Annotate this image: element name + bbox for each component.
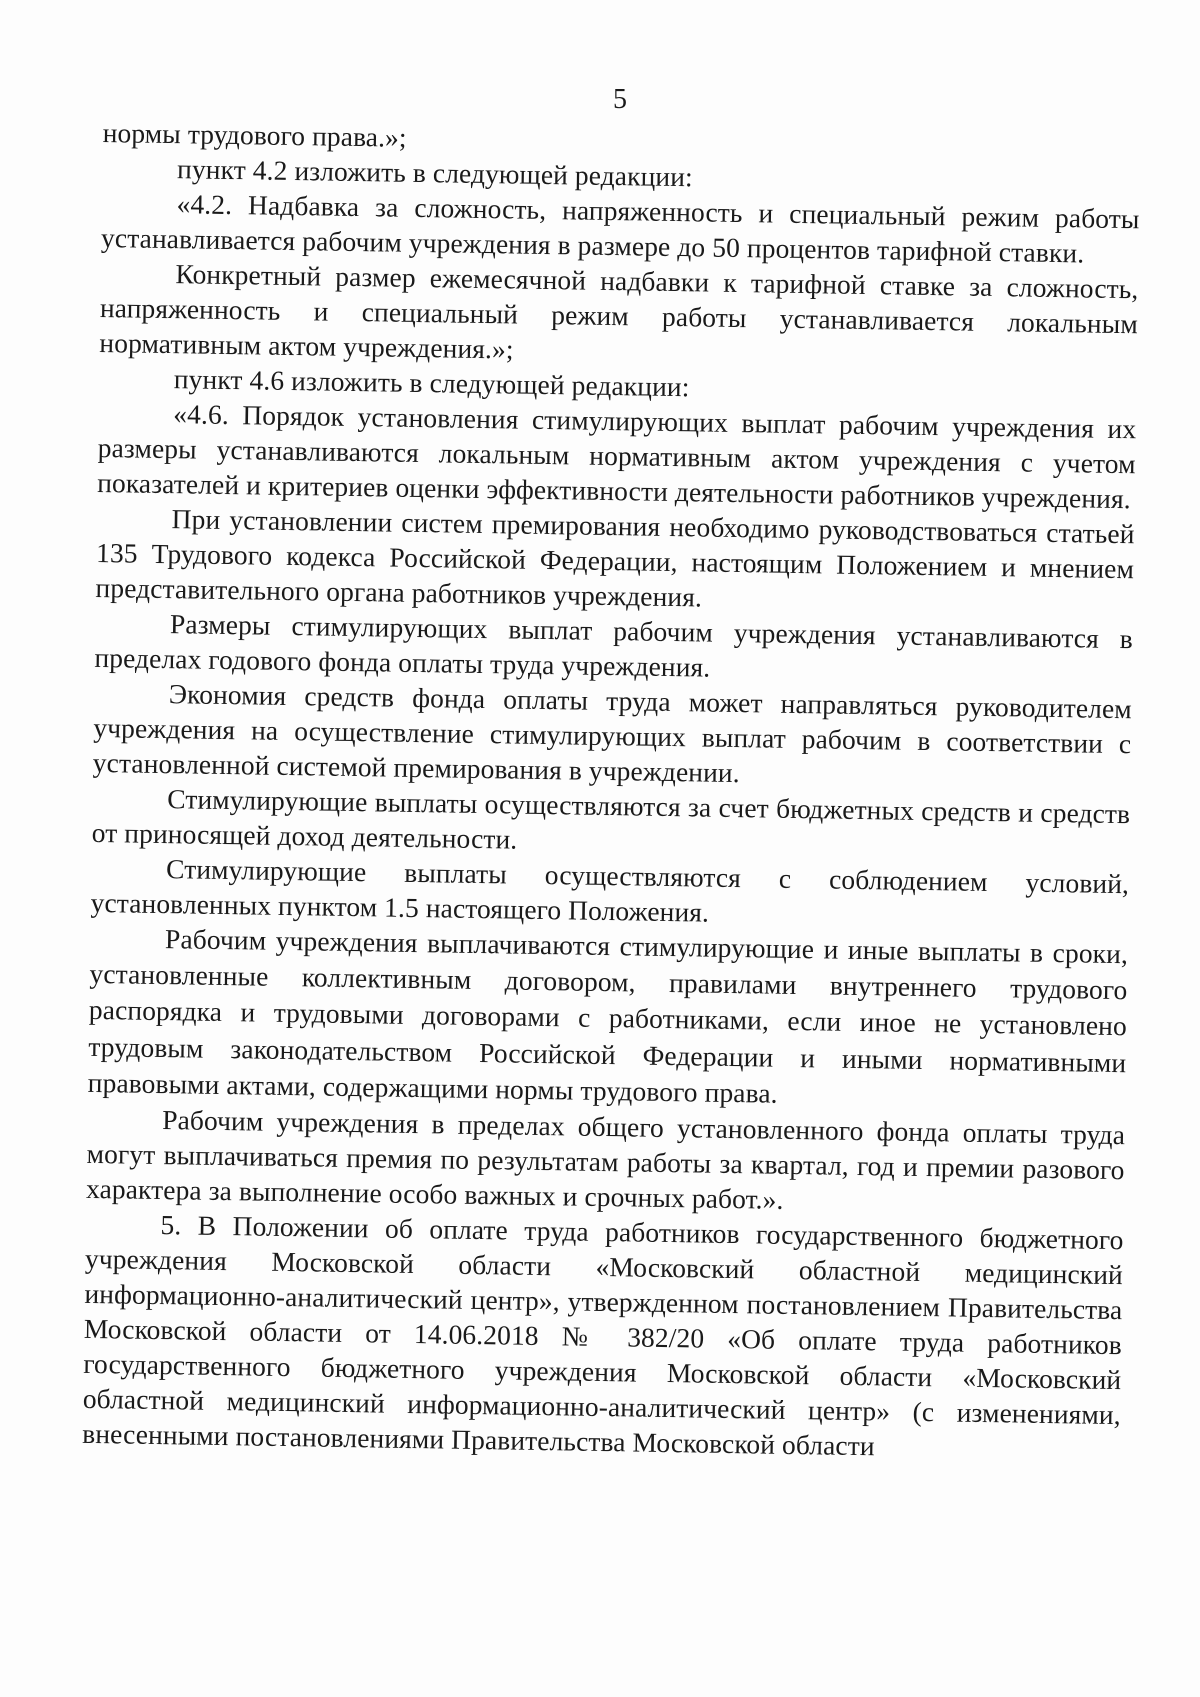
page-number: 5 bbox=[613, 84, 627, 115]
paragraph-4-6-text: «4.6. Порядок установления стимулирующих выплат рабочим учреждения их размеры устанавливаются локальным нормативным актом учреждения с учетом показателей и критериев оценки эффективности деятельности работников учреждения. bbox=[96, 398, 1137, 515]
paragraph-item-5: 5. В Положении об оплате труда работников государственного бюджетного учреждения Московской области «Московский областной медицинский информационно-аналитический центр», утвержденном постановлением Правительства Московской области от 14.06.2018 № 382/20 «Об оплате труда работников государственного бюджетного учреждения Московской области «Московский областной медицинский информационно-аналитический центр» (с изменениями, внесенными постановлениями Правительства Московской области bbox=[82, 1209, 1124, 1462]
paragraph-continuation: нормы трудового права.»; bbox=[102, 116, 407, 153]
paragraph-4-2-specific-size: Конкретный размер ежемесячной надбавки к тарифной ставке за сложность, напряженность и специальный режим работы устанавливается локальным нормативным актом учреждения.»; bbox=[99, 258, 1139, 365]
paragraph-amendment-4-2-intro: пункт 4.2 изложить в следующей редакции: bbox=[176, 153, 694, 193]
paragraph-conditions: Стимулирующие выплаты осуществляются с соблюдением условий, установленных пунктом 1.5 настоящего Положения. bbox=[90, 853, 1130, 928]
paragraph-payment-sizes: Размеры стимулирующих выплат рабочим учреждения устанавливаются в пределах годового фонда оплаты труда учреждения. bbox=[94, 608, 1134, 683]
paragraph-bonuses: Рабочим учреждения в пределах общего установленного фонда оплаты труда могут выплачиваться премия по результатам работы за квартал, год и премии разового характера за выполнение особо важных и срочных работ.». bbox=[85, 1104, 1126, 1215]
paragraph-amendment-4-6-intro: пункт 4.6 изложить в следующей редакции: bbox=[173, 363, 690, 403]
paragraph-payment-terms: Рабочим учреждения выплачиваются стимулирующие и иные выплаты в сроки, установленные коллективным договором, правилами внутреннего трудового распорядка и трудовыми договорами с работниками, если иное не установлено трудовым законодательством Российской Федерации и иными нормативными правовыми актами, содержащими нормы трудового права. bbox=[87, 923, 1129, 1109]
paragraph-funding-sources: Стимулирующие выплаты осуществляются за счет бюджетных средств и средств от приносящей доход деятельности. bbox=[91, 783, 1131, 855]
paragraph-bonus-systems: При установлении систем премирования необходимо руководствоваться статьей 135 Трудового кодекса Российской Федерации, настоящим Положением и мнением представительного органа работников учреждения. bbox=[95, 503, 1135, 613]
paragraph-fund-savings: Экономия средств фонда оплаты труда может направляться руководителем учреждения на осуществление стимулирующих выплат рабочим в соответствии с установленной системой премирования в учреждении. bbox=[92, 678, 1133, 789]
document-body bbox=[82, 115, 1141, 1467]
paragraph-4-2-text: «4.2. Надбавка за сложность, напряженность и специальный режим работы устанавливается рабочим учреждения в размере до 50 процентов тарифной ставки. bbox=[100, 188, 1140, 269]
